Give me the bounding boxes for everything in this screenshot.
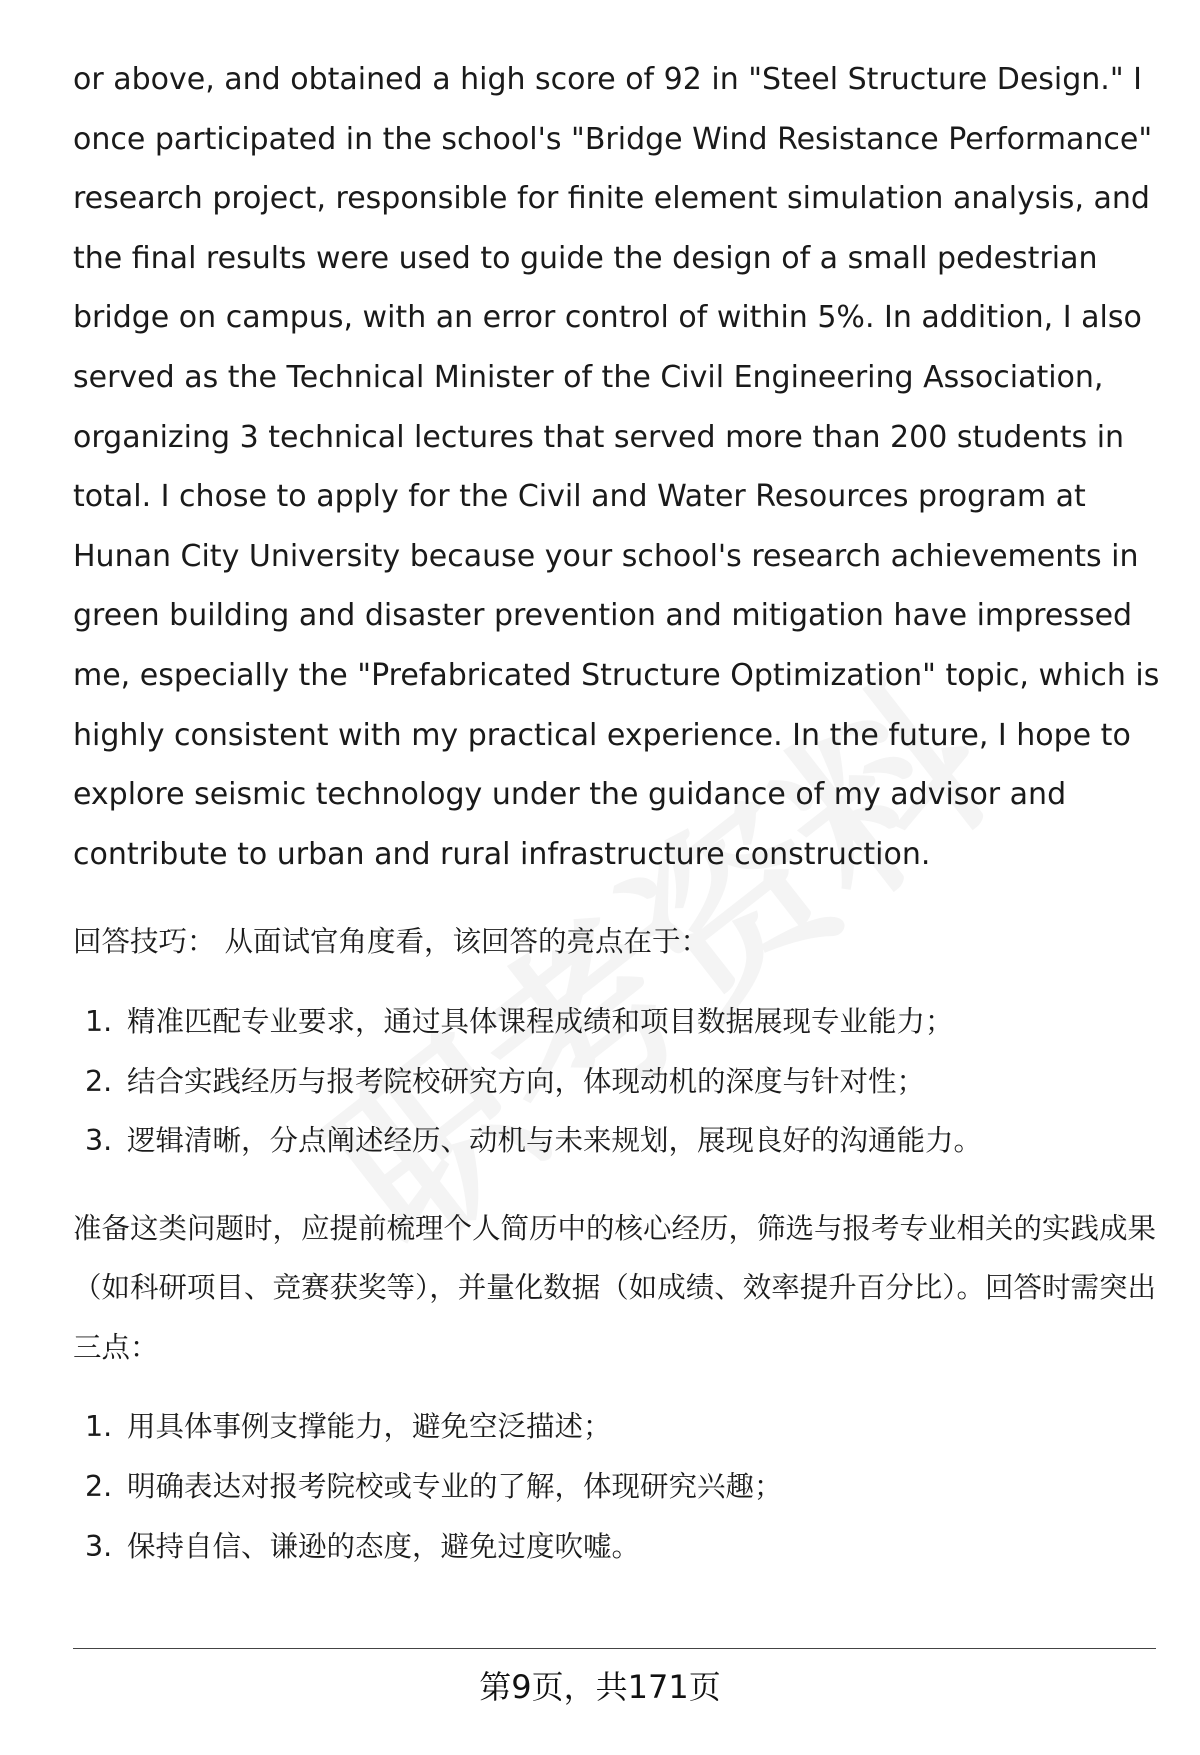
page-number: 第9页，共171页 [479, 1668, 721, 1706]
list-number: 2. [85, 1064, 113, 1098]
english-answer-paragraph: or above, and obtained a high score of 92 in "Steel Structure Design." I once participated in the school's "Bridge Wind Resistance Performance" research project, responsible for finite element simulation analysis, and the final results were used to guide the design of a small pedestrian bridge on campus, with an error control of within 5%. In addition, I also served as the Technical Minister of the Civil Engineering Association, organizing 3 technical lectures that served more than 200 students in total. I chose to apply for the Civil and Water Resources program at Hunan City University because your school's research achievements in green building and disaster prevention and mitigation have impressed me, especially the "Prefabricated Structure Optimization" topic, which is highly consistent with my practical experience. In the future, I hope to explore seismic technology under the guidance of my advisor and contribute to urban and rural infrastructure construction. [73, 62, 1160, 872]
list-item-text: 用具体事例支撑能力，避免空泛描述； [127, 1410, 612, 1444]
list-item-text: 明确表达对报考院校或专业的了解，体现研究兴趣； [127, 1470, 783, 1504]
list-number: 1. [85, 1410, 113, 1444]
preparation-paragraph: 准备这类问题时，应提前梳理个人简历中的核心经历，筛选与报考专业相关的实践成果（如科研项目、竞赛获奖等），并量化数据（如成绩、效率提升百分比）。回答时需突出三点： [73, 1211, 1157, 1364]
document-page [73, 50, 1160, 1576]
list-item [73, 1457, 1160, 1517]
answer-tip-list [73, 992, 1160, 1171]
footer-divider [73, 1648, 1156, 1649]
list-item [73, 1517, 1160, 1577]
list-item [73, 1111, 1160, 1171]
list-number: 3. [85, 1124, 113, 1158]
list-number: 2. [85, 1470, 113, 1504]
list-item-text: 精准匹配专业要求，通过具体课程成绩和项目数据展现专业能力； [127, 1004, 954, 1038]
list-item-text: 保持自信、谦逊的态度，避免过度吹嘘。 [127, 1529, 641, 1563]
list-item [73, 1052, 1160, 1112]
preparation-point-list [73, 1397, 1160, 1576]
list-item [73, 992, 1160, 1052]
list-number: 3. [85, 1529, 113, 1563]
list-item-text: 结合实践经历与报考院校研究方向，体现动机的深度与针对性； [127, 1064, 926, 1098]
list-item [73, 1397, 1160, 1457]
list-item-text: 逻辑清晰，分点阐述经历、动机与未来规划，展现良好的沟通能力。 [127, 1124, 983, 1158]
answer-tip-intro: 回答技巧： 从面试官角度看，该回答的亮点在于： [73, 925, 710, 959]
list-number: 1. [85, 1004, 113, 1038]
